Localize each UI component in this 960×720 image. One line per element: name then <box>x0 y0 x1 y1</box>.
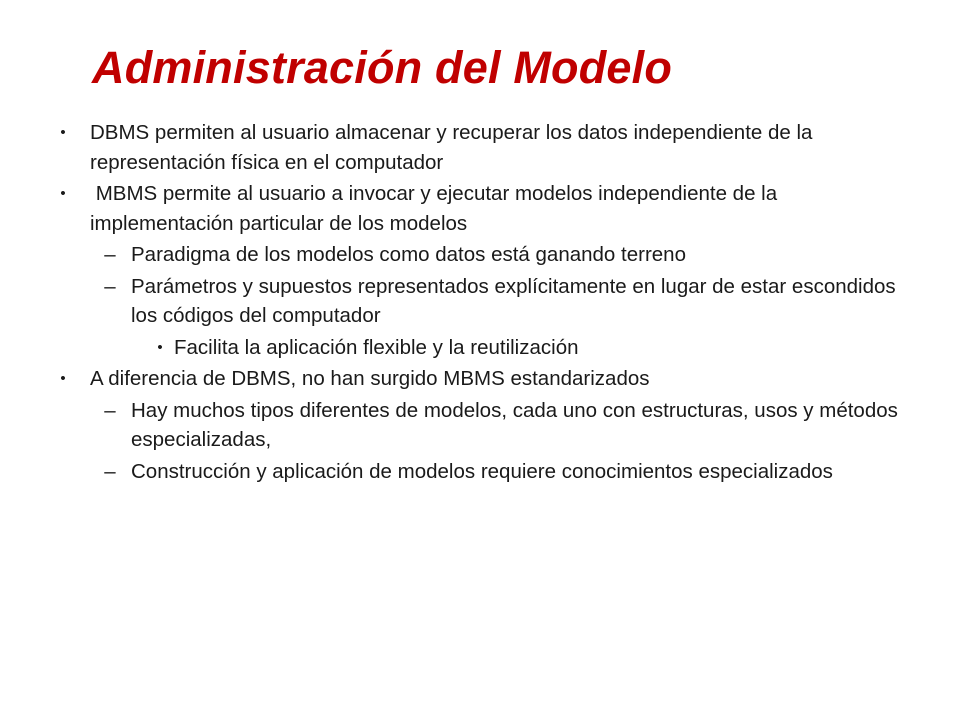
dash-icon: – <box>104 398 116 422</box>
list-item-text: Construcción y aplicación de modelos requiere conocimientos especializados <box>131 459 833 483</box>
dash-icon: – <box>104 243 116 266</box>
list-item <box>60 333 900 363</box>
list-item <box>60 118 900 177</box>
list-item-text: DBMS permiten al usuario almacenar y recuperar los datos independiente de la representación física en el computador <box>90 121 813 174</box>
list-item-text: A diferencia de DBMS, no han surgido MBMS estandarizados <box>90 367 650 390</box>
bullet-icon: • <box>60 124 66 141</box>
bullet-list <box>60 118 900 486</box>
list-item-text: Hay muchos tipos diferentes de modelos, cada uno con estructuras, usos y métodos especializadas, <box>131 398 898 451</box>
list-item-text: Parámetros y supuestos representados explícitamente en lugar de estar escondidos los códigos del computador <box>131 274 896 327</box>
list-item <box>60 396 900 455</box>
list-item <box>60 364 900 394</box>
list-item <box>60 457 900 487</box>
bullet-icon: • <box>60 185 66 202</box>
list-item <box>60 272 900 331</box>
list-item-text: MBMS permite al usuario a invocar y ejecutar modelos independiente de la implementación particular de los modelos <box>90 182 783 235</box>
list-item-text: Facilita la aplicación flexible y la reutilización <box>174 335 579 359</box>
bullet-icon: • <box>60 370 66 387</box>
bullet-icon: • <box>157 338 163 356</box>
slide-title: Administración del Modelo <box>92 42 673 93</box>
dash-icon: – <box>104 274 116 298</box>
list-item <box>60 179 900 238</box>
dash-icon: – <box>104 459 116 483</box>
list-item <box>60 240 900 270</box>
list-item-text: Paradigma de los modelos como datos está ganando terreno <box>131 243 686 266</box>
